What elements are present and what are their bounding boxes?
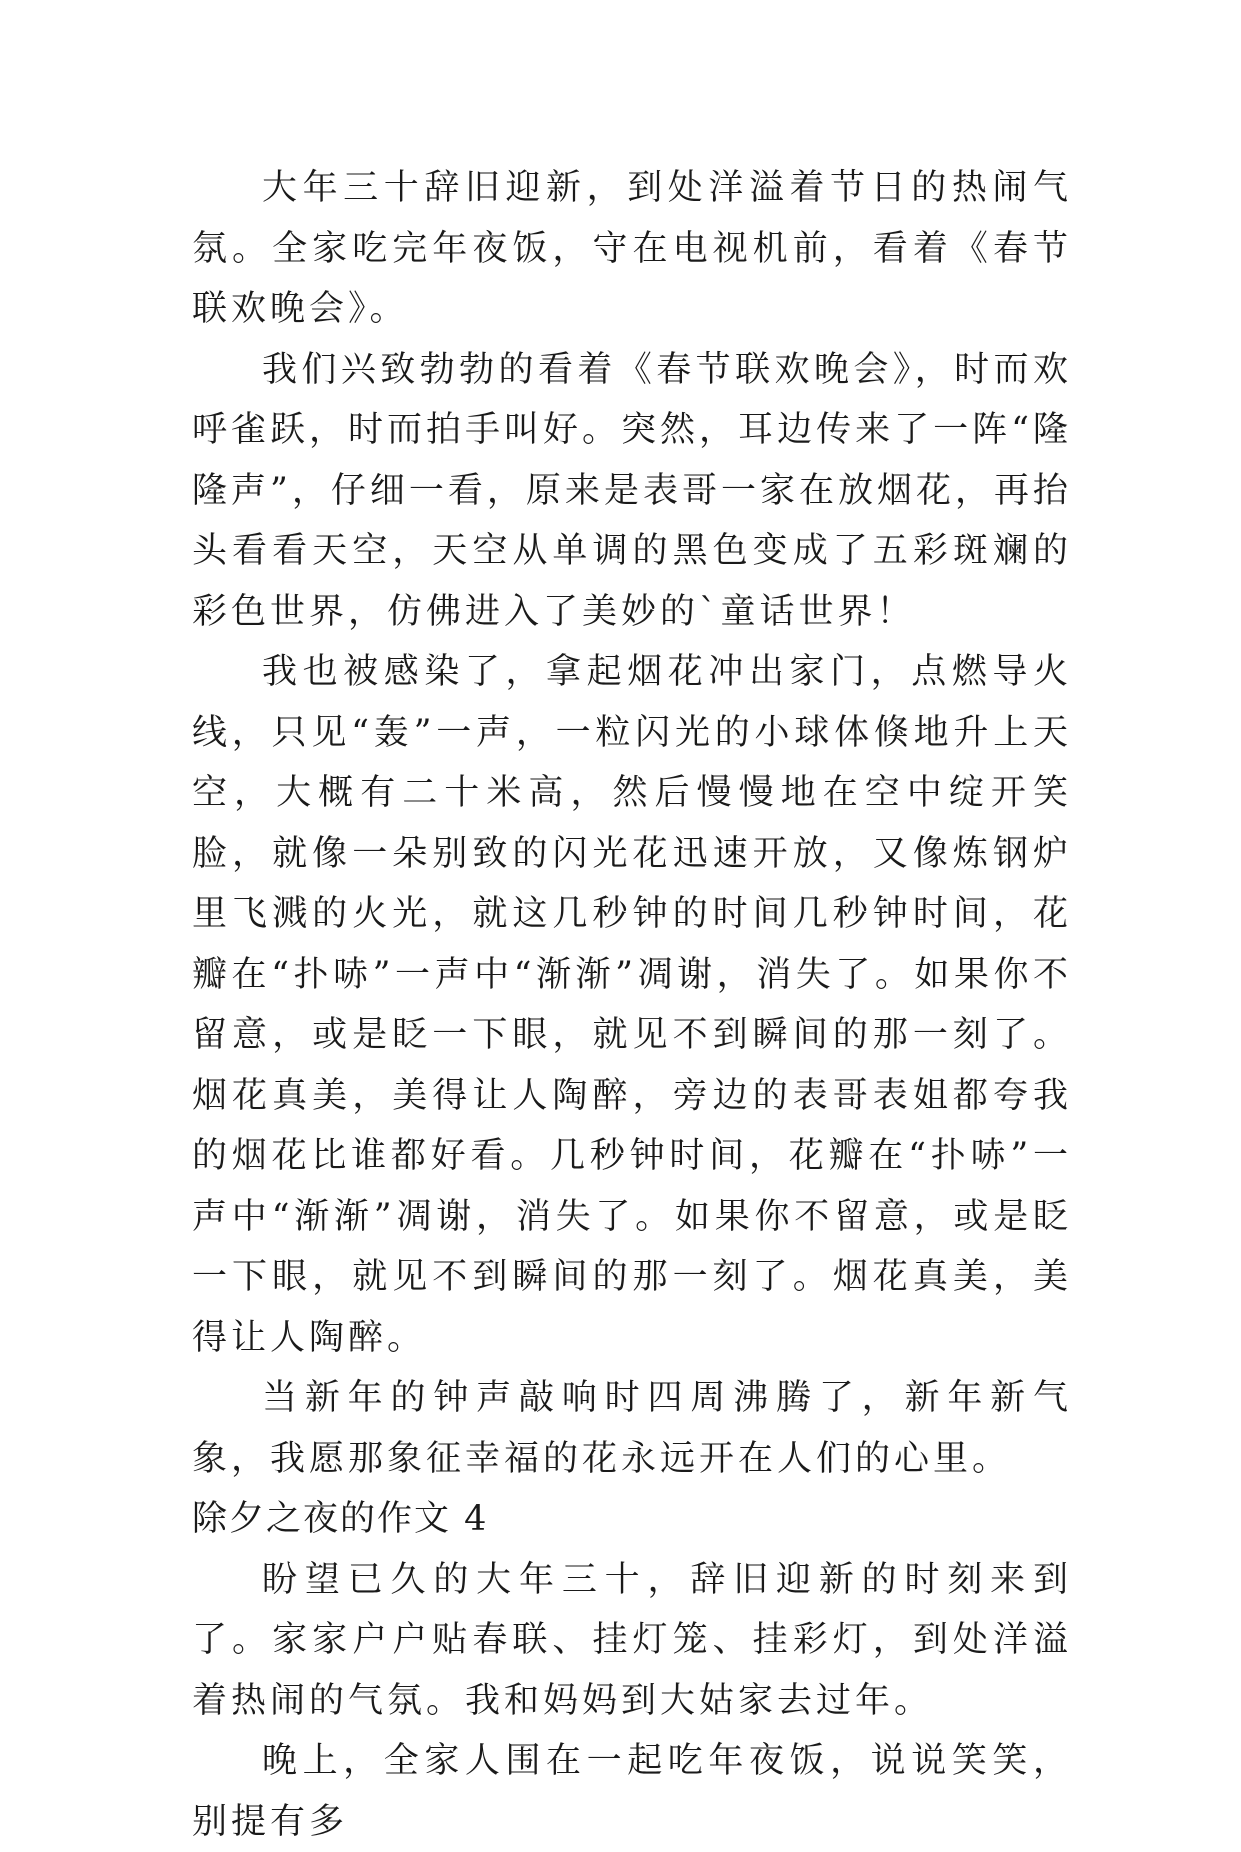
essay-heading: 除夕之夜的作文 4 [192, 1499, 489, 1539]
paragraph: 当新年的钟声敲响时四周沸腾了，新年新气象，我愿那象征幸福的花永远开在人们的心里。 [192, 1378, 1072, 1479]
paragraph: 我也被感染了，拿起烟花冲出家门，点燃导火线，只见“轰”一声，一粒闪光的小球体倏地升上天空，大概有二十米高，然后慢慢地在空中绽开笑脸，就像一朵别致的闪光花迅速开放，又像炼钢炉里飞溅的火光，就这几秒钟的时间几秒钟时间，花瓣在“扑哧”一声中“渐渐”凋谢，消失了。如果你不留意，或是眨一下眼，就见不到瞬间的那一刻了。烟花真美，美得让人陶醉，旁边的表哥表姐都夸我的烟花比谁都好看。几秒钟时间，花瓣在“扑哧”一声中“渐渐”凋谢，消失了。如果你不留意，或是眨一下眼，就见不到瞬间的那一刻了。烟花真美，美得让人陶醉。 [192, 652, 1072, 1358]
paragraph: 我们兴致勃勃的看着《春节联欢晚会》，时而欢呼雀跃，时而拍手叫好。突然，耳边传来了一阵“隆隆声”，仔细一看，原来是表哥一家在放烟花，再抬头看看天空，天空从单调的黑色变成了五彩斑斓的彩色世界，仿佛进入了美妙的`童话世界！ [192, 349, 1072, 632]
paragraph: 大年三十辞旧迎新，到处洋溢着节日的热闹气氛。全家吃完年夜饭，守在电视机前，看着《春节联欢晚会》。 [192, 168, 1072, 329]
essay-body [192, 158, 1072, 1852]
paragraph: 晚上，全家人围在一起吃年夜饭，说说笑笑，别提有多 [192, 1741, 1072, 1842]
paragraph: 盼望已久的大年三十，辞旧迎新的时刻来到了。家家户户贴春联、挂灯笼、挂彩灯，到处洋溢着热闹的气氛。我和妈妈到大姑家去过年。 [192, 1559, 1072, 1721]
